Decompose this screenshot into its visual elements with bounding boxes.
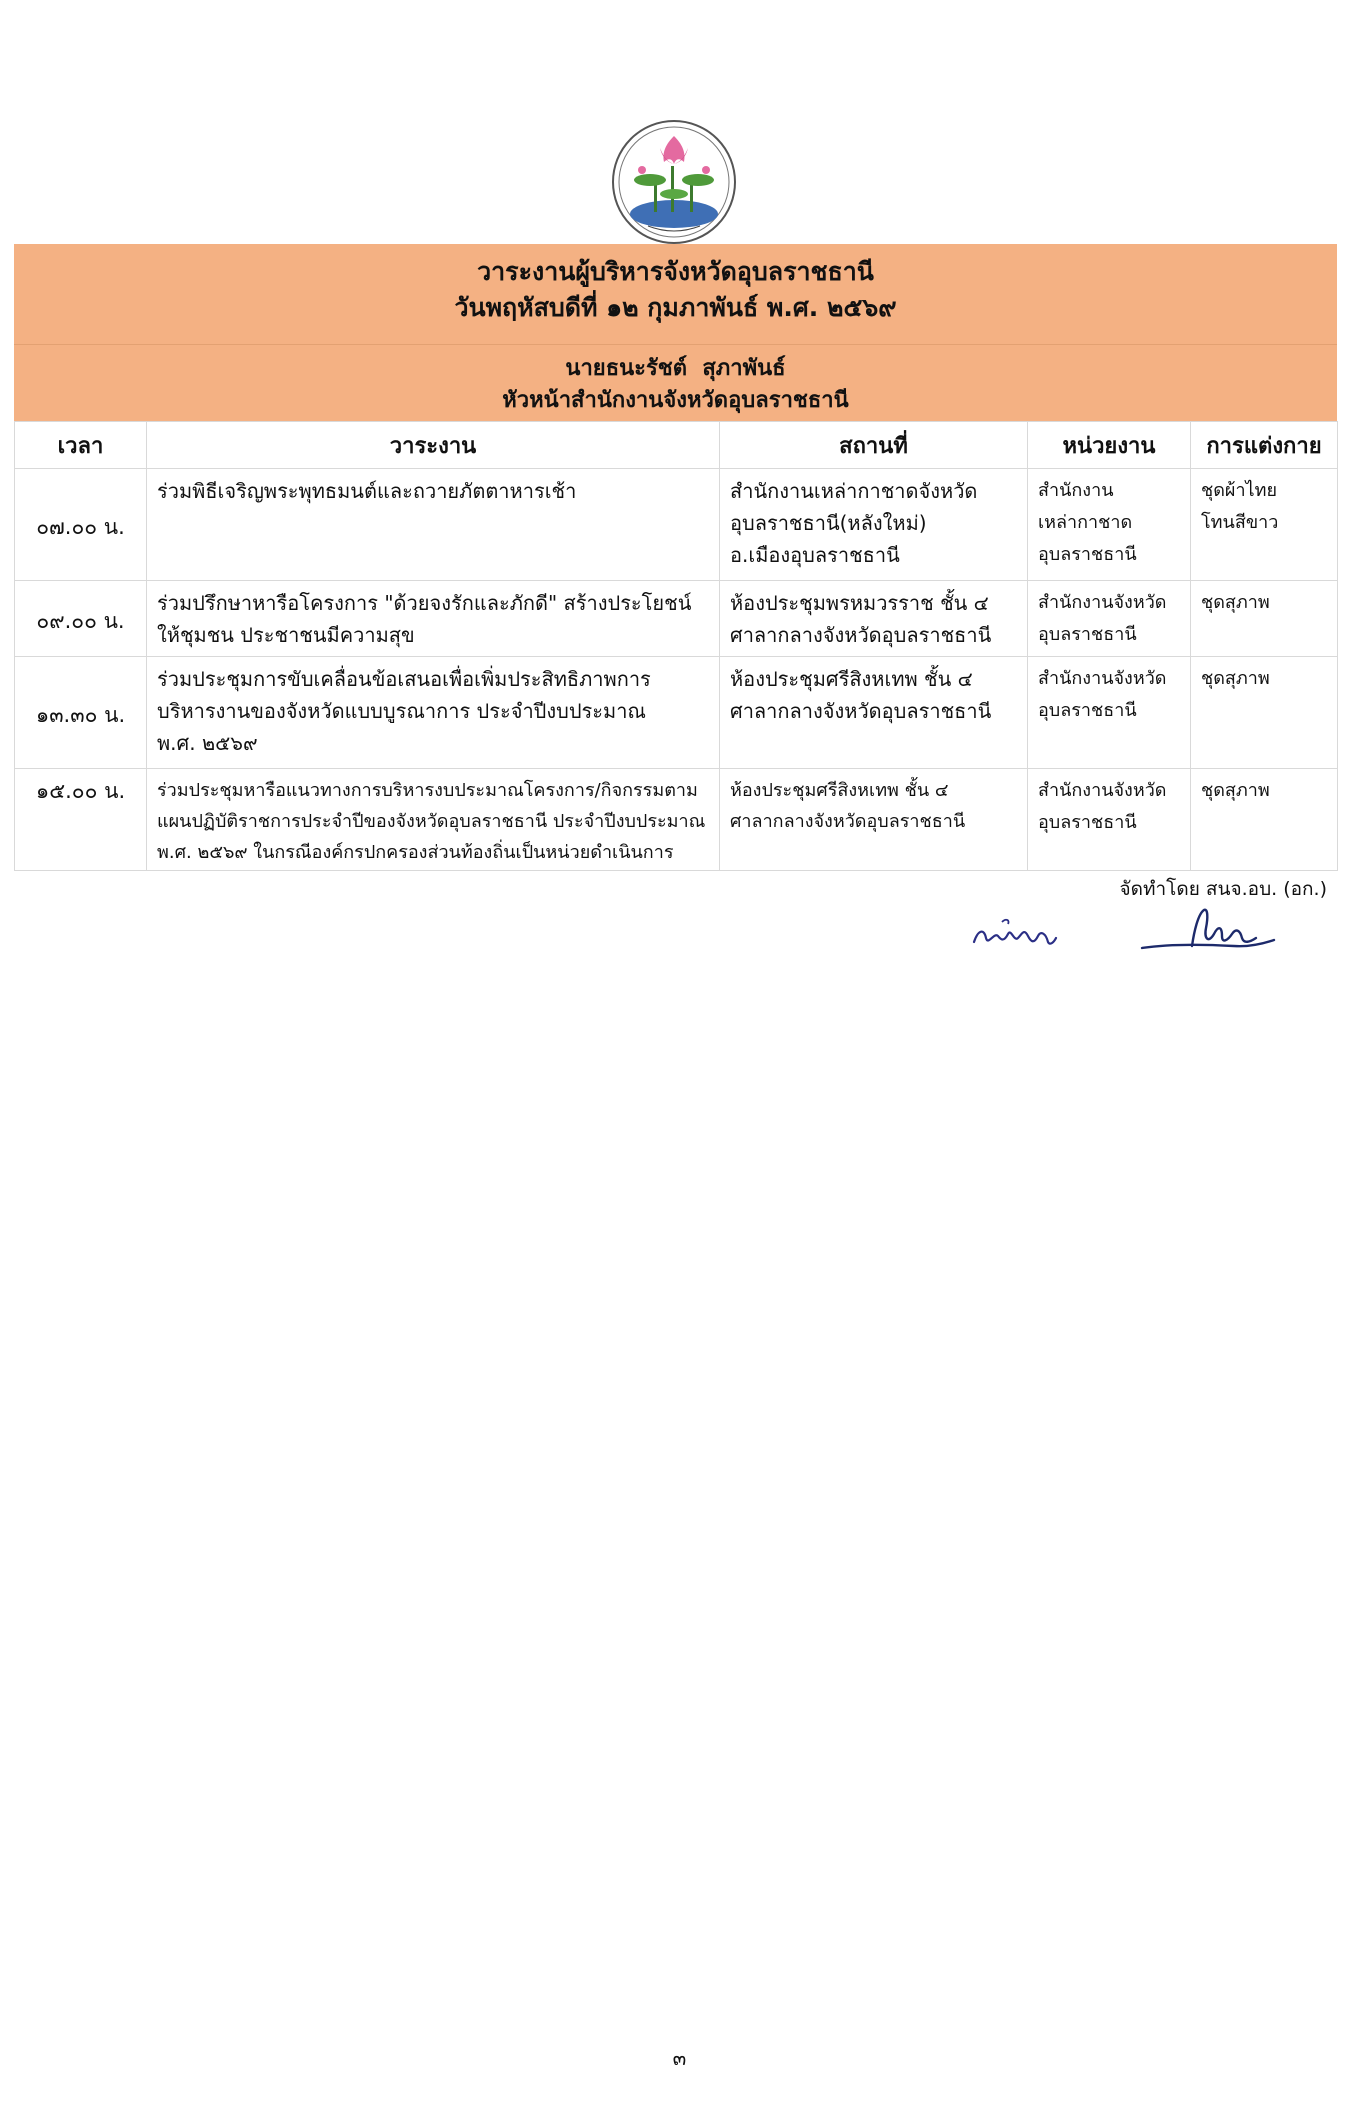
place-line: อ.เมืองอุบลราชธานี: [730, 543, 900, 567]
org-cell: [1028, 581, 1191, 657]
time-cell: ๐๗.๐๐ น.: [15, 469, 147, 581]
agenda-line: แผนปฏิบัติราชการประจำปีของจังหวัดอุบลราชธานี ประจำปีงบประมาณ: [157, 811, 706, 832]
place-cell: [720, 769, 1028, 871]
org-cell: [1028, 657, 1191, 769]
org-line: สำนักงานจังหวัด: [1038, 668, 1167, 689]
dress-cell: ชุดสุภาพ: [1191, 769, 1338, 871]
column-header-time: เวลา: [15, 422, 147, 469]
provincial-seal-logo: [610, 118, 738, 246]
time-cell: ๑๓.๓๐ น.: [15, 657, 147, 769]
org-line: อุบลราชธานี: [1038, 544, 1137, 565]
org-line: อุบลราชธานี: [1038, 812, 1137, 833]
agenda-line: บริหารงานของจังหวัดแบบบูรณาการ ประจำปีงบประมาณ: [157, 699, 646, 723]
title-band: [14, 244, 1337, 345]
agenda-line: พ.ศ. ๒๕๖๙: [157, 731, 258, 755]
dress-cell: ชุดสุภาพ: [1191, 657, 1338, 769]
column-header-place: สถานที่: [720, 422, 1028, 469]
agenda-cell: [147, 769, 720, 871]
table-row: [15, 769, 1338, 871]
handwritten-signature-2: [1138, 904, 1278, 956]
place-line: ห้องประชุมศรีสิงหเทพ ชั้น ๔: [730, 780, 949, 801]
agenda-date: วันพฤหัสบดีที่ ๑๒ กุมภาพันธ์ พ.ศ. ๒๕๖๙: [454, 293, 897, 322]
agenda-line: ร่วมปรึกษาหารือโครงการ "ด้วยจงรักและภักดี" สร้างประโยชน์: [157, 591, 692, 615]
agenda-sheet: [14, 244, 1337, 871]
dress-line: ชุดผ้าไทย: [1201, 480, 1278, 501]
page-number: ๓: [672, 2046, 687, 2070]
place-cell: [720, 657, 1028, 769]
agenda-cell: [147, 581, 720, 657]
org-cell: [1028, 469, 1191, 581]
agenda-cell: ร่วมพิธีเจริญพระพุทธมนต์และถวายภัตตาหารเช้า: [147, 469, 720, 581]
handwritten-signature-1: [968, 912, 1060, 954]
agenda-line: พ.ศ. ๒๕๖๙ ในกรณีองค์กรปกครองส่วนท้องถิ่นเป็นหน่วยดำเนินการ: [157, 842, 674, 863]
org-line: สำนักงานจังหวัด: [1038, 592, 1167, 613]
dress-line: โทนสีขาว: [1201, 512, 1279, 533]
org-line: เหล่ากาชาด: [1038, 512, 1133, 533]
table-row: [15, 469, 1338, 581]
place-line: อุบลราชธานี(หลังใหม่): [730, 511, 927, 535]
org-line: สำนักงานจังหวัด: [1038, 780, 1167, 801]
place-cell: [720, 469, 1028, 581]
agenda-cell: [147, 657, 720, 769]
dress-cell: ชุดสุภาพ: [1191, 581, 1338, 657]
table-row: [15, 581, 1338, 657]
place-line: ศาลากลางจังหวัดอุบลราชธานี: [730, 623, 992, 647]
org-line: สำนักงาน: [1038, 480, 1114, 501]
column-header-agenda: วาระงาน: [147, 422, 720, 469]
person-name: นายธนะรัชต์ สุภาพันธ์: [565, 356, 786, 381]
agenda-table: [14, 421, 1338, 871]
place-line: ห้องประชุมพรหมวรราช ชั้น ๔: [730, 591, 989, 615]
column-header-dress: การแต่งกาย: [1191, 422, 1338, 469]
agenda-line: ให้ชุมชน ประชาชนมีความสุข: [157, 623, 415, 647]
dress-cell: [1191, 469, 1338, 581]
place-line: สำนักงานเหล่ากาชาดจังหวัด: [730, 479, 978, 503]
agenda-line: ร่วมประชุมการขับเคลื่อนข้อเสนอเพื่อเพิ่มประสิทธิภาพการ: [157, 667, 651, 691]
agenda-line: ร่วมประชุมหารือแนวทางการบริหารงบประมาณโครงการ/กิจกรรมตาม: [157, 780, 698, 801]
page-title: วาระงานผู้บริหารจังหวัดอุบลราชธานี: [477, 257, 874, 286]
place-line: ศาลากลางจังหวัดอุบลราชธานี: [730, 699, 992, 723]
place-line: ห้องประชุมศรีสิงหเทพ ชั้น ๔: [730, 667, 973, 691]
prepared-by-credit: จัดทำโดย สนจ.อบ. (อก.): [1119, 878, 1327, 900]
org-cell: [1028, 769, 1191, 871]
place-line: ศาลากลางจังหวัดอุบลราชธานี: [730, 811, 966, 832]
person-position: หัวหน้าสำนักงานจังหวัดอุบลราชธานี: [502, 388, 849, 413]
table-header-row: [15, 422, 1338, 469]
time-cell: ๐๙.๐๐ น.: [15, 581, 147, 657]
org-line: อุบลราชธานี: [1038, 700, 1137, 721]
table-row: [15, 657, 1338, 769]
org-line: อุบลราชธานี: [1038, 624, 1137, 645]
person-band: [14, 345, 1337, 421]
column-header-org: หน่วยงาน: [1028, 422, 1191, 469]
time-cell: ๑๕.๐๐ น.: [15, 769, 147, 871]
place-cell: [720, 581, 1028, 657]
